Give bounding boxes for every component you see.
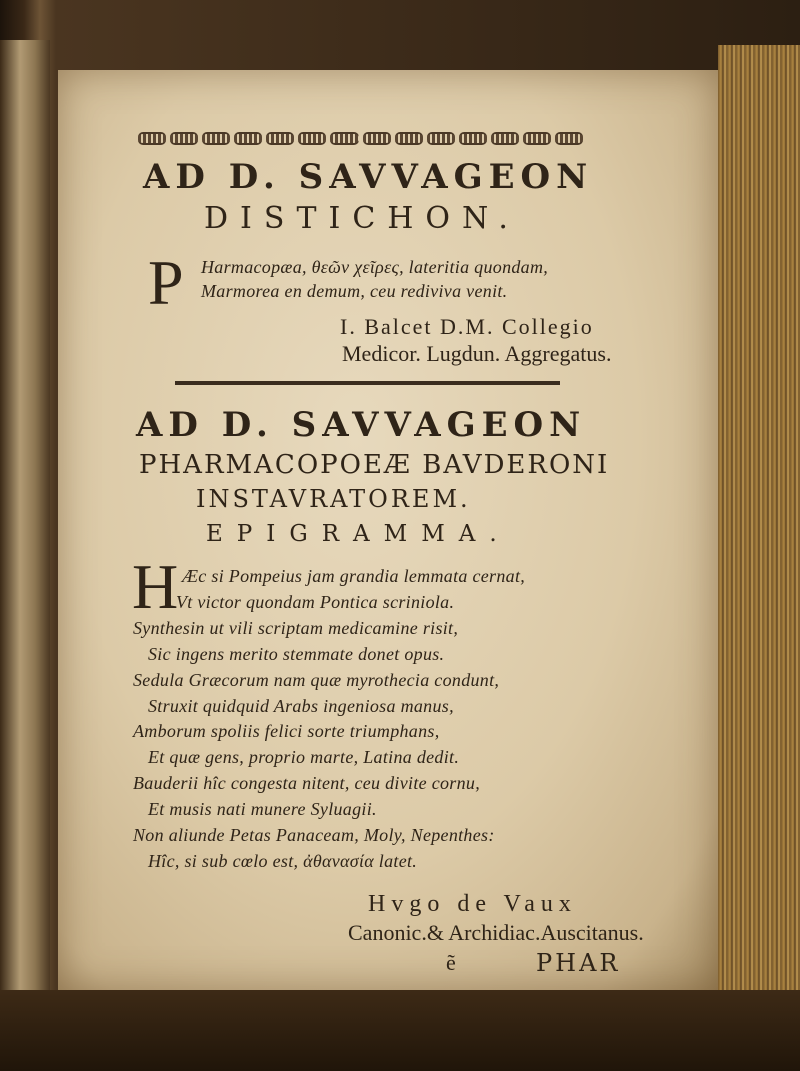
poem1-author-line2: Medicor. Lugdun. Aggregatus. — [342, 341, 612, 366]
poem2-title-line3: INSTAVRATOREM. — [196, 485, 471, 513]
poem1-line2: Marmorea en demum, ceu rediviva venit. — [201, 281, 508, 301]
right-page-stack — [718, 45, 800, 1005]
poem2-title-line4: EPIGRAMMA. — [206, 521, 511, 547]
poem2-line: Synthesin ut vili scriptam medicamine risit, — [133, 618, 459, 638]
poem1-author-line1: I. Balcet D.M. Collegio — [340, 314, 594, 339]
poem2-line: Et quæ gens, proprio marte, Latina dedit. — [148, 747, 460, 767]
poem2-author-line1: Hvgo de Vaux — [368, 891, 577, 917]
poem2-line: Æc si Pompeius jam grandia lemmata cernat, — [182, 566, 526, 586]
poem2-line: Non aliunde Petas Panaceam, Moly, Nepenthes: — [133, 825, 495, 845]
poem1-title-line1: AD D. SAVVAGEON — [143, 157, 594, 197]
head-ornament — [138, 131, 583, 145]
divider-rule — [175, 381, 560, 385]
poem1-line1: Harmacopæa, θεῶν χεῖρες, lateritia quondam, — [201, 257, 549, 277]
poem2-line: Amborum spoliis felici sorte triumphans, — [133, 721, 440, 741]
poem2-line: Hîc, si sub cœlo est, ἀθανασία latet. — [148, 851, 418, 871]
poem2-line: Et musis nati munere Syluagii. — [148, 799, 377, 819]
poem2-line: Sic ingens merito stemmate donet opus. — [148, 644, 445, 664]
poem1-dropcap: P — [148, 247, 184, 318]
catchword: PHAR — [536, 949, 621, 977]
poem2-dropcap: H — [132, 551, 179, 622]
poem2-title-line2: PHARMACOPOEÆ BAVDERONI — [139, 450, 610, 480]
poem2-author-line2: Canonic.& Archidiac.Auscitanus. — [348, 920, 644, 945]
poem2-title-line1: AD D. SAVVAGEON — [136, 405, 587, 445]
poem2-line: Struxit quidquid Arabs ingeniosa manus, — [148, 696, 454, 716]
signature-mark: ẽ — [446, 950, 456, 975]
bottom-shadow — [0, 990, 800, 1071]
poem2-line: Vt victor quondam Pontica scriniola. — [176, 592, 455, 612]
left-page-edge — [0, 40, 50, 1000]
poem2-line: Sedula Græcorum nam quæ myrothecia condunt, — [133, 670, 500, 690]
poem2-line: Bauderii hîc congesta nitent, ceu divite cornu, — [133, 773, 481, 793]
poem1-title-line2: DISTICHON. — [204, 201, 520, 236]
